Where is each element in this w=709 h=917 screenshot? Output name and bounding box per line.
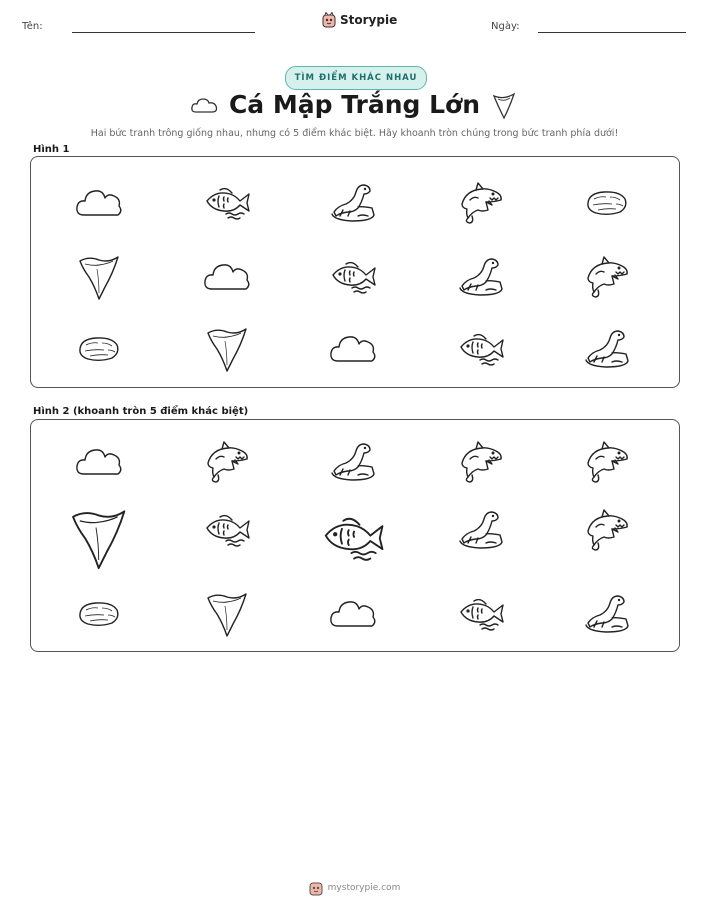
footer-site: mystorypie.com <box>327 883 401 893</box>
page-title: Cá Mập Trắng Lớn <box>228 90 481 119</box>
shark-icon[interactable] <box>582 506 632 554</box>
shark-icon[interactable] <box>582 438 632 486</box>
shark-tooth-icon[interactable] <box>65 506 133 571</box>
seal-icon[interactable] <box>328 179 378 227</box>
date-line[interactable] <box>538 32 686 33</box>
seal-icon[interactable] <box>582 325 632 373</box>
shark-icon[interactable] <box>582 253 632 301</box>
figure-1-panel <box>30 156 680 388</box>
cloud-icon[interactable] <box>74 438 124 486</box>
storypie-logo <box>322 12 397 28</box>
figure-2-panel <box>30 419 680 652</box>
fish-icon[interactable] <box>328 253 378 301</box>
rock-icon[interactable] <box>582 179 632 227</box>
seal-icon[interactable] <box>582 590 632 638</box>
fish-icon[interactable] <box>202 179 252 227</box>
brand-name: Storypie <box>340 13 398 27</box>
fish-icon[interactable] <box>319 506 387 571</box>
shark-icon[interactable] <box>202 438 252 486</box>
activity-badge: TÌM ĐIỂM KHÁC NHAU <box>285 66 427 90</box>
shark-tooth-icon[interactable] <box>74 253 124 301</box>
name-line[interactable] <box>72 32 255 33</box>
storypie-mascot-icon <box>322 12 336 28</box>
shark-tooth-icon <box>492 92 516 120</box>
shark-tooth-icon[interactable] <box>202 325 252 373</box>
seal-icon[interactable] <box>456 506 506 554</box>
seal-icon[interactable] <box>328 438 378 486</box>
cloud-icon[interactable] <box>328 325 378 373</box>
fish-icon[interactable] <box>202 506 252 554</box>
cloud-icon[interactable] <box>202 253 252 301</box>
name-label: Tên: <box>22 21 43 32</box>
storypie-mascot-icon <box>309 880 323 896</box>
figure-1-label: Hình 1 <box>33 144 70 155</box>
cloud-icon[interactable] <box>74 179 124 227</box>
seal-icon[interactable] <box>456 253 506 301</box>
rock-icon[interactable] <box>74 325 124 373</box>
footer <box>0 880 709 896</box>
date-label: Ngày: <box>491 21 520 32</box>
rock-icon[interactable] <box>74 590 124 638</box>
cloud-icon[interactable] <box>328 590 378 638</box>
instructions: Hai bức tranh trông giống nhau, nhưng có 5 điểm khác biệt. Hãy khoanh tròn chúng trong bức tranh phía dưới! <box>90 128 619 139</box>
shark-icon[interactable] <box>456 179 506 227</box>
fish-icon[interactable] <box>456 590 506 638</box>
figure-2-label: Hình 2 (khoanh tròn 5 điểm khác biệt) <box>33 406 249 417</box>
shark-icon[interactable] <box>456 438 506 486</box>
shark-tooth-icon[interactable] <box>202 590 252 638</box>
fish-icon[interactable] <box>456 325 506 373</box>
